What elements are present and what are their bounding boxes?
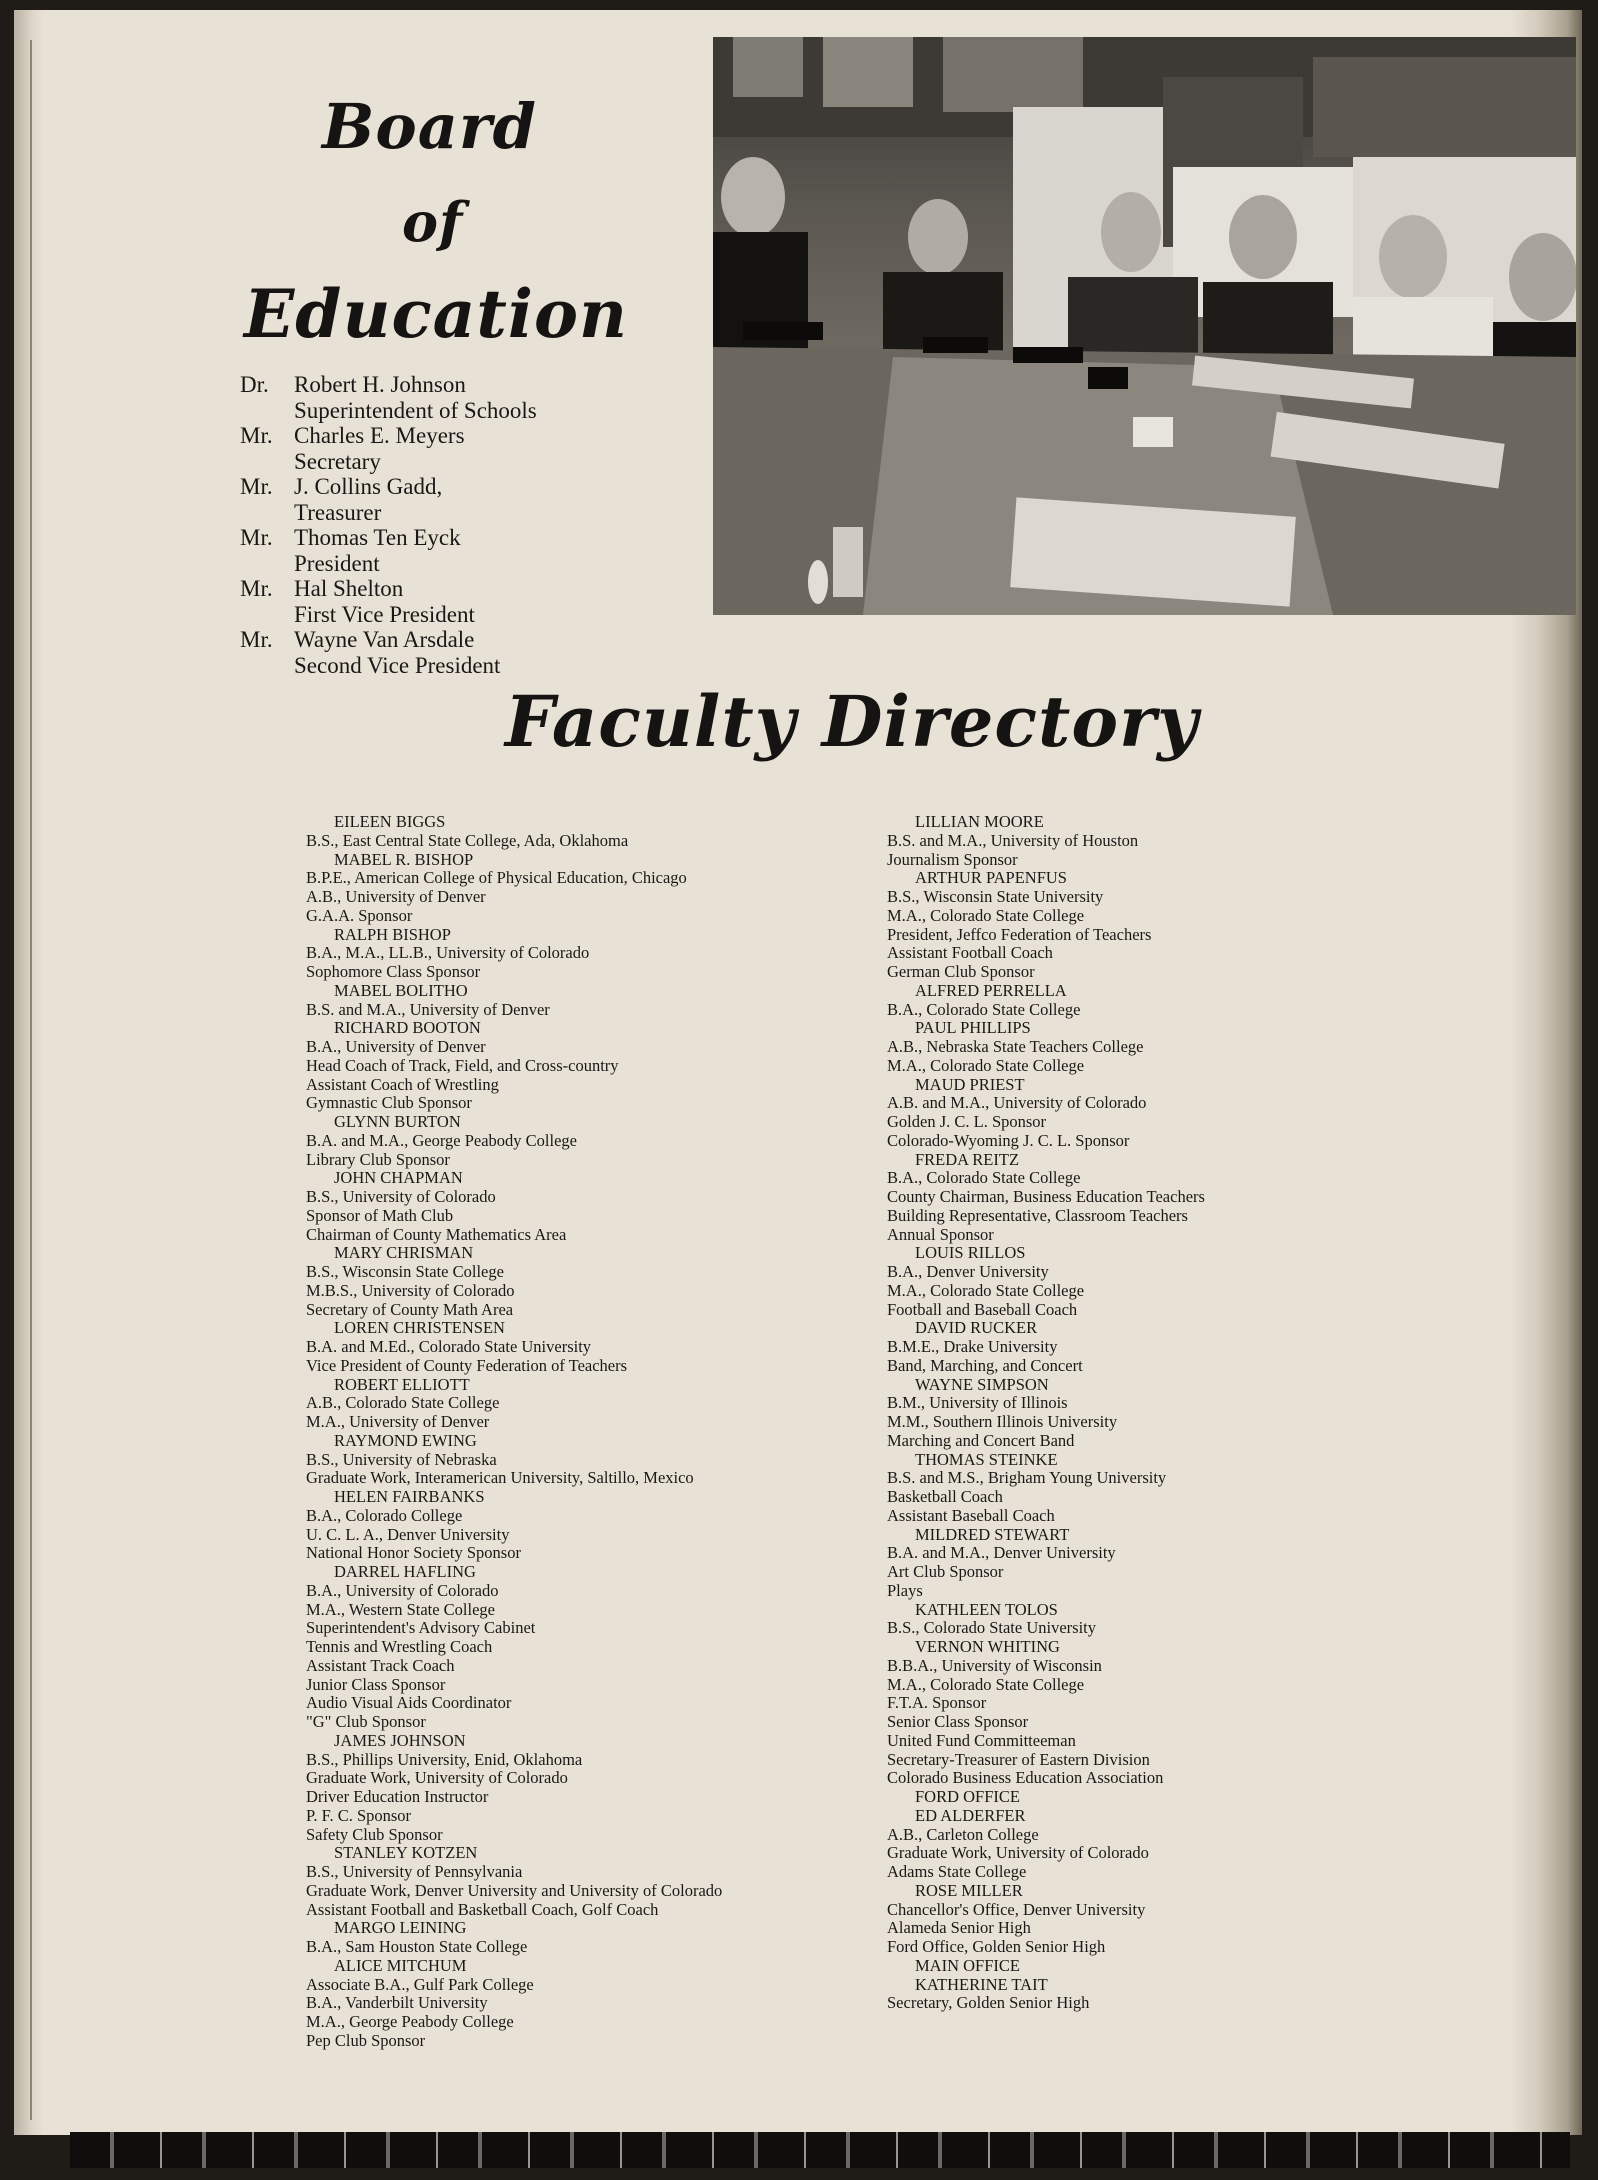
faculty-entry bbox=[887, 1882, 1205, 1957]
faculty-entry bbox=[887, 1957, 1205, 1976]
faculty-detail: President, Jeffco Federation of Teachers bbox=[887, 924, 1152, 944]
faculty-detail: M.A., Colorado State College bbox=[887, 1674, 1085, 1694]
faculty-detail: Sophomore Class Sponsor bbox=[306, 962, 481, 981]
faculty-name: MARGO LEINING bbox=[334, 1918, 467, 1938]
faculty-detail: Ford Office, Golden Senior High bbox=[887, 1937, 1106, 1956]
faculty-entry bbox=[887, 1526, 1205, 1601]
faculty-detail: Alameda Senior High bbox=[887, 1918, 1031, 1938]
board-title-line-3: Education bbox=[244, 275, 628, 353]
faculty-detail: B.A. and M.A., Denver University bbox=[887, 1543, 1116, 1563]
faculty-detail: B.S., University of Nebraska bbox=[306, 1449, 497, 1469]
faculty-detail: Head Coach of Track, Field, and Cross-country bbox=[306, 1055, 619, 1075]
faculty-detail: Gymnastic Club Sponsor bbox=[306, 1093, 472, 1113]
faculty-entry bbox=[887, 1076, 1205, 1151]
faculty-detail: Art Club Sponsor bbox=[887, 1562, 1004, 1581]
faculty-detail: B.A. and M.A., George Peabody College bbox=[306, 1130, 577, 1150]
faculty-entry bbox=[306, 1113, 722, 1169]
board-member bbox=[240, 372, 700, 423]
faculty-detail: Graduate Work, University of Colorado bbox=[306, 1768, 568, 1788]
faculty-detail: A.B., Colorado State College bbox=[306, 1393, 500, 1413]
board-meeting-photo bbox=[713, 37, 1576, 615]
member-honorific: Mr. bbox=[240, 627, 273, 652]
faculty-detail: B.A., Colorado College bbox=[306, 1505, 463, 1525]
faculty-detail: Assistant Football Coach bbox=[887, 943, 1053, 963]
member-title: Treasurer bbox=[294, 499, 382, 525]
faculty-name: ARTHUR PAPENFUS bbox=[915, 868, 1067, 888]
faculty-name: LOREN CHRISTENSEN bbox=[334, 1318, 505, 1338]
faculty-name: JOHN CHAPMAN bbox=[334, 1168, 463, 1188]
faculty-name: DARREL HAFLING bbox=[334, 1562, 476, 1581]
faculty-column-right bbox=[887, 813, 1205, 2013]
faculty-name: LOUIS RILLOS bbox=[915, 1243, 1026, 1263]
faculty-detail: Adams State College bbox=[887, 1862, 1027, 1881]
faculty-name: RAYMOND EWING bbox=[334, 1430, 477, 1450]
faculty-entry bbox=[887, 869, 1205, 982]
faculty-name: MARY CHRISMAN bbox=[334, 1243, 474, 1263]
faculty-name: PAUL PHILLIPS bbox=[915, 1018, 1031, 1038]
faculty-detail: County Chairman, Business Education Teachers bbox=[887, 1187, 1205, 1206]
board-member bbox=[240, 627, 700, 678]
faculty-detail: Colorado Business Education Association bbox=[887, 1768, 1164, 1788]
faculty-detail: Annual Sponsor bbox=[887, 1224, 994, 1244]
binding-line bbox=[30, 40, 32, 2120]
faculty-entry bbox=[306, 813, 722, 851]
faculty-detail: Marching and Concert Band bbox=[887, 1430, 1075, 1450]
faculty-name: STANLEY KOTZEN bbox=[334, 1843, 478, 1863]
board-member bbox=[240, 576, 700, 627]
faculty-entry bbox=[887, 1019, 1205, 1075]
faculty-detail: M.A., Colorado State College bbox=[887, 1055, 1085, 1075]
faculty-entry bbox=[306, 1957, 722, 2051]
member-name: Charles E. Meyers bbox=[294, 423, 465, 448]
faculty-detail: M.A., George Peabody College bbox=[306, 2012, 514, 2031]
faculty-entry bbox=[306, 1919, 722, 1957]
faculty-entry bbox=[306, 1844, 722, 1919]
faculty-entry bbox=[306, 982, 722, 1020]
faculty-detail: B.A., Sam Houston State College bbox=[306, 1937, 528, 1956]
faculty-entry bbox=[306, 1488, 722, 1563]
faculty-detail: Football and Baseball Coach bbox=[887, 1299, 1078, 1319]
faculty-detail: P. F. C. Sponsor bbox=[306, 1805, 412, 1825]
faculty-entry bbox=[306, 1244, 722, 1319]
faculty-detail: Associate B.A., Gulf Park College bbox=[306, 1974, 534, 1994]
faculty-name: MABEL BOLITHO bbox=[334, 980, 468, 1000]
faculty-detail: Pep Club Sponsor bbox=[306, 2030, 426, 2050]
faculty-detail: "G" Club Sponsor bbox=[306, 1712, 426, 1731]
member-title: Superintendent of Schools bbox=[294, 397, 537, 423]
faculty-detail: National Honor Society Sponsor bbox=[306, 1543, 521, 1563]
faculty-detail: B.S. and M.A., University of Denver bbox=[306, 999, 550, 1019]
faculty-name: THOMAS STEINKE bbox=[915, 1449, 1058, 1469]
page-left-edge bbox=[14, 10, 44, 2135]
faculty-directory-title: Faculty Directory bbox=[505, 680, 1199, 763]
faculty-detail: B.S., East Central State College, Ada, Oklahoma bbox=[306, 830, 629, 850]
faculty-detail: B.S., Wisconsin State University bbox=[887, 887, 1104, 906]
faculty-detail: Graduate Work, University of Colorado bbox=[887, 1843, 1149, 1863]
faculty-detail: Chancellor's Office, Denver University bbox=[887, 1899, 1146, 1919]
faculty-column-left bbox=[306, 813, 722, 2051]
faculty-entry bbox=[306, 1376, 722, 1432]
board-member bbox=[240, 423, 700, 474]
faculty-detail: A.B., Carleton College bbox=[887, 1824, 1039, 1844]
faculty-name: JAMES JOHNSON bbox=[334, 1730, 466, 1750]
photo-illustration bbox=[713, 37, 1576, 615]
faculty-name: MILDRED STEWART bbox=[915, 1524, 1070, 1544]
faculty-detail: M.A., Western State College bbox=[306, 1599, 496, 1619]
faculty-detail: Assistant Track Coach bbox=[306, 1655, 455, 1675]
faculty-entry bbox=[306, 1732, 722, 1845]
faculty-detail: Graduate Work, Denver University and University of Colorado bbox=[306, 1880, 723, 1900]
member-title: Second Vice President bbox=[294, 652, 501, 678]
faculty-name: RALPH BISHOP bbox=[334, 924, 451, 944]
faculty-entry bbox=[887, 1244, 1205, 1319]
faculty-name: KATHERINE TAIT bbox=[915, 1974, 1048, 1994]
faculty-detail: M.B.S., University of Colorado bbox=[306, 1280, 515, 1300]
faculty-detail: Driver Education Instructor bbox=[306, 1787, 489, 1806]
faculty-entry bbox=[887, 982, 1205, 1020]
faculty-detail: Vice President of County Federation of Teachers bbox=[306, 1355, 628, 1375]
faculty-name: LILLIAN MOORE bbox=[915, 812, 1044, 831]
faculty-detail: Chairman of County Mathematics Area bbox=[306, 1224, 567, 1244]
faculty-name: MAIN OFFICE bbox=[915, 1955, 1020, 1975]
member-honorific: Dr. bbox=[240, 372, 269, 397]
faculty-entry bbox=[887, 1807, 1205, 1882]
faculty-detail: Superintendent's Advisory Cabinet bbox=[306, 1618, 536, 1638]
faculty-detail: B.S., University of Colorado bbox=[306, 1187, 496, 1206]
faculty-detail: B.A., M.A., LL.B., University of Colorado bbox=[306, 943, 590, 963]
faculty-detail: Senior Class Sponsor bbox=[887, 1712, 1029, 1731]
faculty-detail: B.A., University of Denver bbox=[306, 1037, 486, 1056]
faculty-detail: B.S., University of Pennsylvania bbox=[306, 1862, 523, 1881]
member-honorific: Mr. bbox=[240, 474, 273, 499]
faculty-detail: A.B., Nebraska State Teachers College bbox=[887, 1037, 1144, 1056]
faculty-detail: Band, Marching, and Concert bbox=[887, 1355, 1083, 1375]
faculty-name: FORD OFFICE bbox=[915, 1787, 1020, 1806]
faculty-detail: G.A.A. Sponsor bbox=[306, 905, 413, 925]
faculty-detail: B.A., Colorado State College bbox=[887, 1168, 1081, 1188]
faculty-name: MAUD PRIEST bbox=[915, 1074, 1025, 1094]
faculty-detail: B.S. and M.S., Brigham Young University bbox=[887, 1468, 1167, 1488]
faculty-entry bbox=[887, 1376, 1205, 1451]
faculty-detail: Assistant Football and Basketball Coach, Golf Coach bbox=[306, 1899, 659, 1919]
faculty-entry bbox=[887, 1638, 1205, 1788]
faculty-entry bbox=[306, 851, 722, 926]
faculty-entry bbox=[887, 1319, 1205, 1375]
faculty-detail: B.A., Vanderbilt University bbox=[306, 1993, 488, 2013]
faculty-name: EILEEN BIGGS bbox=[334, 812, 446, 831]
faculty-name: ROBERT ELLIOTT bbox=[334, 1374, 470, 1394]
faculty-detail: B.A. and M.Ed., Colorado State University bbox=[306, 1337, 592, 1356]
faculty-detail: Basketball Coach bbox=[887, 1487, 1003, 1506]
faculty-entry bbox=[887, 1601, 1205, 1639]
faculty-name: RICHARD BOOTON bbox=[334, 1018, 481, 1038]
faculty-detail: B.M., University of Illinois bbox=[887, 1393, 1068, 1413]
faculty-detail: Plays bbox=[887, 1580, 923, 1600]
faculty-detail: Golden J. C. L. Sponsor bbox=[887, 1112, 1047, 1131]
faculty-detail: B.S., Colorado State University bbox=[887, 1618, 1096, 1638]
member-name: Hal Shelton bbox=[294, 576, 404, 601]
faculty-entry bbox=[306, 1432, 722, 1488]
faculty-entry bbox=[306, 1319, 722, 1375]
faculty-detail: B.A., Colorado State College bbox=[887, 999, 1081, 1019]
faculty-detail: Tennis and Wrestling Coach bbox=[306, 1637, 493, 1656]
faculty-detail: Secretary, Golden Senior High bbox=[887, 1993, 1090, 2013]
faculty-detail: B.S. and M.A., University of Houston bbox=[887, 830, 1139, 850]
faculty-name: FREDA REITZ bbox=[915, 1149, 1020, 1169]
member-name: J. Collins Gadd, bbox=[294, 474, 443, 499]
faculty-detail: Journalism Sponsor bbox=[887, 849, 1018, 869]
faculty-name: HELEN FAIRBANKS bbox=[334, 1487, 485, 1506]
faculty-entry bbox=[887, 1451, 1205, 1526]
faculty-detail: Safety Club Sponsor bbox=[306, 1824, 443, 1844]
faculty-name: WAYNE SIMPSON bbox=[915, 1374, 1049, 1394]
faculty-detail: Graduate Work, Interamerican University, Saltillo, Mexico bbox=[306, 1468, 694, 1488]
faculty-detail: M.M., Southern Illinois University bbox=[887, 1412, 1118, 1431]
faculty-detail: M.A., Colorado State College bbox=[887, 905, 1085, 925]
faculty-detail: A.B., University of Denver bbox=[306, 887, 486, 906]
faculty-detail: Colorado-Wyoming J. C. L. Sponsor bbox=[887, 1130, 1130, 1150]
member-honorific: Mr. bbox=[240, 576, 273, 601]
faculty-detail: Secretary of County Math Area bbox=[306, 1299, 514, 1319]
faculty-detail: B.S., Phillips University, Enid, Oklahoma bbox=[306, 1749, 583, 1769]
faculty-detail: A.B. and M.A., University of Colorado bbox=[887, 1093, 1147, 1113]
faculty-entry bbox=[887, 1976, 1205, 2014]
faculty-entry bbox=[306, 1019, 722, 1113]
faculty-detail: B.M.E., Drake University bbox=[887, 1337, 1058, 1356]
board-title-line-1: Board bbox=[322, 90, 537, 163]
member-title: First Vice President bbox=[294, 601, 475, 627]
member-honorific: Mr. bbox=[240, 525, 273, 550]
faculty-entry bbox=[306, 1563, 722, 1732]
faculty-detail: M.A., University of Denver bbox=[306, 1412, 490, 1431]
board-member bbox=[240, 525, 700, 576]
faculty-name: GLYNN BURTON bbox=[334, 1112, 461, 1131]
faculty-detail: F.T.A. Sponsor bbox=[887, 1693, 987, 1713]
faculty-detail: B.B.A., University of Wisconsin bbox=[887, 1655, 1102, 1675]
member-name: Wayne Van Arsdale bbox=[294, 627, 475, 652]
faculty-name: ED ALDERFER bbox=[915, 1805, 1026, 1825]
faculty-detail: B.A., University of Colorado bbox=[306, 1580, 499, 1600]
member-title: President bbox=[294, 550, 380, 576]
faculty-detail: Assistant Coach of Wrestling bbox=[306, 1074, 499, 1094]
faculty-name: ALICE MITCHUM bbox=[334, 1955, 467, 1975]
faculty-entry bbox=[887, 813, 1205, 869]
faculty-name: MABEL R. BISHOP bbox=[334, 849, 474, 869]
faculty-entry bbox=[306, 926, 722, 982]
member-title: Secretary bbox=[294, 448, 381, 474]
faculty-detail: U. C. L. A., Denver University bbox=[306, 1524, 510, 1544]
board-member-list bbox=[240, 372, 700, 678]
faculty-detail: United Fund Committeeman bbox=[887, 1730, 1076, 1750]
faculty-detail: Junior Class Sponsor bbox=[306, 1674, 446, 1694]
faculty-detail: M.A., Colorado State College bbox=[887, 1280, 1085, 1300]
board-member bbox=[240, 474, 700, 525]
faculty-detail: Building Representative, Classroom Teachers bbox=[887, 1205, 1188, 1225]
faculty-detail: German Club Sponsor bbox=[887, 962, 1035, 981]
faculty-detail: Audio Visual Aids Coordinator bbox=[306, 1693, 512, 1713]
faculty-name: ROSE MILLER bbox=[915, 1880, 1023, 1900]
faculty-name: DAVID RUCKER bbox=[915, 1318, 1038, 1338]
faculty-detail: B.S., Wisconsin State College bbox=[306, 1262, 504, 1281]
faculty-detail: B.A., Denver University bbox=[887, 1262, 1049, 1281]
member-name: Thomas Ten Eyck bbox=[294, 525, 461, 550]
faculty-name: ALFRED PERRELLA bbox=[915, 980, 1067, 1000]
faculty-entry bbox=[887, 1788, 1205, 1807]
faculty-detail: Assistant Baseball Coach bbox=[887, 1505, 1055, 1525]
faculty-detail: Secretary-Treasurer of Eastern Division bbox=[887, 1749, 1150, 1769]
faculty-name: KATHLEEN TOLOS bbox=[915, 1599, 1058, 1619]
faculty-detail: B.P.E., American College of Physical Education, Chicago bbox=[306, 868, 687, 888]
board-title-line-2: of bbox=[402, 190, 464, 254]
bottom-film-strip bbox=[70, 2132, 1570, 2168]
faculty-entry bbox=[887, 1151, 1205, 1245]
member-name: Robert H. Johnson bbox=[294, 372, 466, 397]
member-honorific: Mr. bbox=[240, 423, 273, 448]
faculty-name: VERNON WHITING bbox=[915, 1637, 1060, 1656]
faculty-entry bbox=[306, 1169, 722, 1244]
faculty-detail: Sponsor of Math Club bbox=[306, 1205, 454, 1225]
faculty-detail: Library Club Sponsor bbox=[306, 1149, 450, 1169]
